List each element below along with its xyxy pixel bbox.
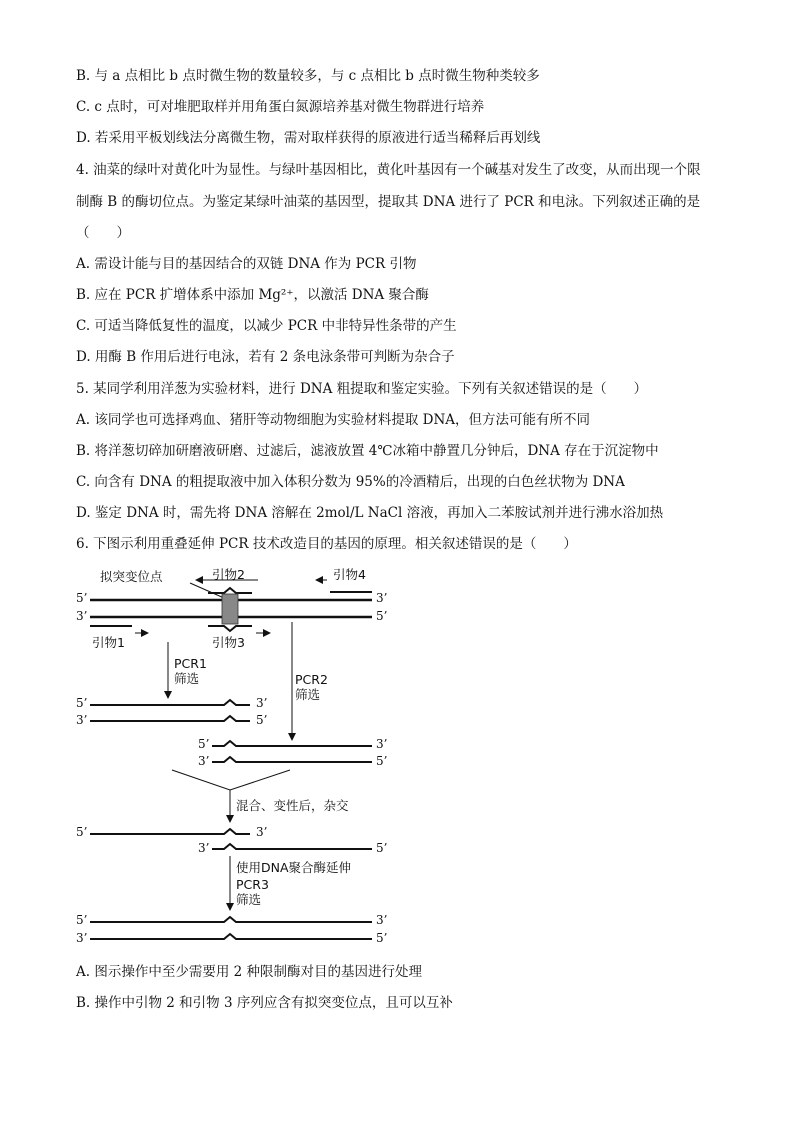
q4-stem-line1: 4. 油菜的绿叶对黄化叶为显性。与绿叶基因相比，黄化叶基因有一个碱基对发生了改变，从而出现一个限 (76, 162, 701, 178)
pcr1-label: PCR1 (174, 656, 207, 671)
primer3-strand (208, 626, 252, 631)
q5-option-c: C. 向含有 DNA 的粗提取液中加入体积分数为 95%的冷酒精后，出现的白色丝状物为 DNA (76, 474, 625, 490)
strand-end-label: 3’ (76, 609, 88, 623)
pcr2-product-bottom-strand (212, 757, 372, 762)
q5-option-a: A. 该同学也可选择鸡血、猪肝等动物细胞为实验材料提取 DNA，但方法可能有所不同 (76, 412, 591, 428)
mix-denature-hybridize-label: 混合、变性后，杂交 (236, 798, 349, 813)
extend-label: 使用DNA聚合酶延伸 (236, 860, 352, 875)
mutation-site-label: 拟突变位点 (100, 569, 163, 584)
q6-stem: 6. 下图示利用重叠延伸 PCR 技术改造目的基因的原理。相关叙述错误的是（ ） (76, 536, 577, 552)
primer4-label: 引物4 (333, 567, 366, 582)
strand-end-label: 5’ (256, 713, 268, 727)
q4-option-c: C. 可适当降低复性的温度，以减少 PCR 中非特异性条带的产生 (76, 318, 457, 334)
strand-end-label: 3’ (256, 696, 268, 710)
pcr3-label: PCR3 (236, 877, 269, 892)
q5-option-b: B. 将洋葱切碎加研磨液研磨、过滤后，滤液放置 4℃冰箱中静置几分钟后，DNA 存在于沉淀物中 (76, 443, 659, 459)
pcr1-filter-label: 筛选 (174, 671, 200, 686)
merge-lines (172, 770, 290, 790)
strand-end-label: 5’ (376, 609, 388, 623)
strand-end-label: 3’ (256, 825, 268, 839)
strand-end-label: 3’ (198, 841, 210, 855)
q4-answer-paren: （ ） (76, 225, 130, 241)
strand-end-label: 3’ (376, 591, 388, 605)
q4-option-d: D. 用酶 B 作用后进行电泳，若有 2 条电泳条带可判断为杂合子 (76, 349, 455, 365)
mutation-site-pointer (190, 583, 224, 598)
strand-end-label: 3’ (76, 931, 88, 945)
q3-option-c: C. c 点时，可对堆肥取样并用角蛋白氮源培养基对微生物群进行培养 (76, 99, 485, 115)
strand-end-label: 5’ (76, 591, 88, 605)
primer2-strand (208, 588, 252, 593)
pcr2-product-top-strand (212, 741, 372, 746)
q3-option-d: D. 若采用平板划线法分离微生物，需对取样获得的原液进行适当稀释后再划线 (76, 130, 541, 146)
pcr1-product-top-strand (90, 700, 250, 705)
q5-stem: 5. 某同学利用洋葱为实验材料，进行 DNA 粗提取和鉴定实验。下列有关叙述错误的是（ ） (76, 381, 648, 397)
primer2-label: 引物2 (212, 567, 245, 582)
strand-end-label: 3’ (376, 737, 388, 751)
q4-option-a: A. 需设计能与目的基因结合的双链 DNA 作为 PCR 引物 (76, 256, 417, 272)
strand-end-label: 3’ (76, 713, 88, 727)
strand-end-label: 5’ (76, 913, 88, 927)
strand-end-label: 5’ (76, 696, 88, 710)
strand-end-label: 5’ (376, 754, 388, 768)
strand-end-label: 3’ (376, 913, 388, 927)
strand-end-label: 5’ (76, 825, 88, 839)
hybrid-top-strand (90, 829, 250, 834)
strand-end-label: 5’ (376, 841, 388, 855)
strand-end-label: 3’ (198, 754, 210, 768)
primer1-label: 引物1 (92, 635, 125, 650)
primer3-label: 引物3 (212, 635, 245, 650)
q6-option-a: A. 图示操作中至少需要用 2 种限制酶对目的基因进行处理 (76, 964, 423, 980)
pcr1-product-bottom-strand (90, 716, 250, 721)
final-top-strand (90, 917, 372, 922)
q4-stem-line2: 制酶 B 的酶切位点。为鉴定某绿叶油菜的基因型，提取其 DNA 进行了 PCR 和电泳。下列叙述正确的是 (76, 194, 701, 210)
q4-option-b: B. 应在 PCR 扩增体系中添加 Mg²⁺，以激活 DNA 聚合酶 (76, 287, 429, 303)
q6-option-b: B. 操作中引物 2 和引物 3 序列应含有拟突变位点，且可以互补 (76, 995, 453, 1011)
hybrid-bottom-strand (212, 844, 372, 849)
mutation-site-box (222, 594, 238, 624)
strand-end-label: 5’ (376, 931, 388, 945)
final-bottom-strand (90, 934, 372, 939)
q3-option-b: B. 与 a 点相比 b 点时微生物的数量较多，与 c 点相比 b 点时微生物种类较多 (76, 68, 540, 84)
pcr2-label: PCR2 (295, 672, 328, 687)
q5-option-d: D. 鉴定 DNA 时，需先将 DNA 溶解在 2mol/L NaCl 溶液，再加入二苯胺试剂并进行沸水浴加热 (76, 505, 664, 521)
pcr3-filter-label: 筛选 (236, 892, 262, 907)
strand-end-label: 5’ (198, 737, 210, 751)
pcr2-filter-label: 筛选 (295, 687, 321, 702)
